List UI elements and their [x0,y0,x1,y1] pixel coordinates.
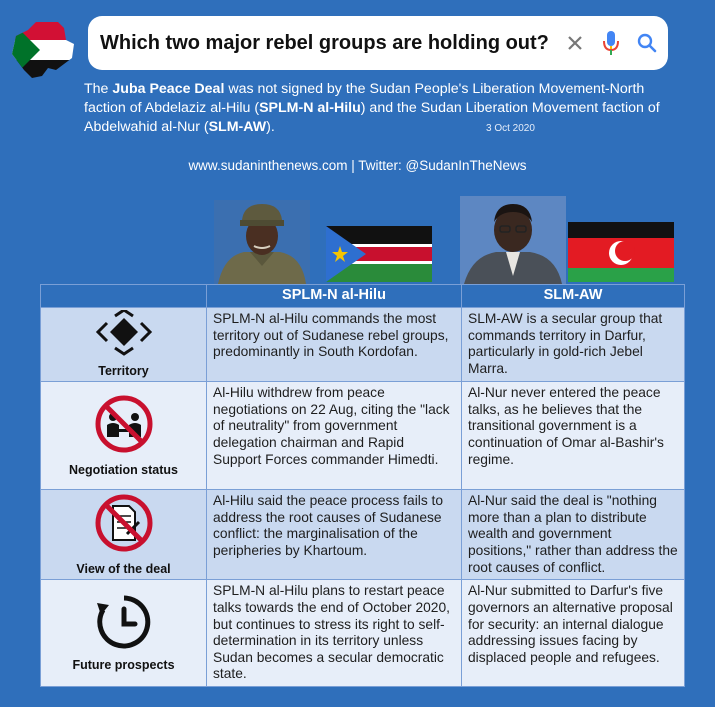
row-label: View of the deal [76,561,171,576]
header-blank [41,285,207,308]
microphone-icon[interactable] [596,28,626,58]
diamond-arrows-icon [95,310,153,356]
table-row [41,308,685,382]
header-splm-n: SPLM-N al-Hilu [207,285,462,308]
no-meeting-icon [93,393,155,455]
row-label: Future prospects [72,658,175,673]
search-icon[interactable] [632,28,662,58]
splm-n-cell: SPLM-N al-Hilu plans to restart peace talks towards the end of October 2020, but continues to stress its right to self-determination in its territory unless Sudan becomes a secular democratic state. [207,580,462,687]
al-hilu-photo [214,200,310,284]
slm-aw-cell: Al-Nur never entered the peace talks, as he believes that the transitional government is a continuation of Omar al-Bashir's regime. [462,382,685,490]
splm-n-cell: Al-Hilu withdrew from peace negotiations on 22 Aug, citing the "lack of neutrality" from government delegation chairman and Rapid Support Forces commander Himedti. [207,382,462,490]
close-icon[interactable] [560,28,590,58]
comparison-table [40,284,685,687]
date-label: 3 Oct 2020 [486,123,535,134]
table-row [41,580,685,687]
table-row [41,382,685,490]
slm-aw-cell: SLM-AW is a secular group that commands territory in Darfur, particularly in gold-rich Jebel Marra. [462,308,685,382]
source-credit: www.sudaninthenews.com | Twitter: @SudanInTheNews [188,158,527,173]
no-document-icon [93,492,155,554]
al-nur-photo [460,196,566,284]
splm-n-flag [326,226,432,282]
clock-icon [95,593,153,651]
row-label: Territory [98,363,149,378]
splm-n-cell: SPLM-N al-Hilu commands the most territory out of Sudanese rebel groups, predominantly in South Kordofan. [207,308,462,382]
search-query[interactable]: Which two major rebel groups are holding out? [100,31,549,54]
row-label: Negotiation status [68,462,179,477]
search-bar[interactable] [88,16,668,70]
slm-aw-flag [568,222,674,282]
slm-aw-cell: Al-Nur said the deal is "nothing more than a plan to distribute wealth and government positions," rather than address the root causes of conflict. [462,490,685,580]
row-label-cell [41,308,207,382]
row-label-cell [41,382,207,490]
header-slm-aw: SLM-AW [462,285,685,308]
intro-paragraph: The Juba Peace Deal was not signed by the Sudan People's Liberation Movement-North faction of Abdelaziz al-Hilu (SPLM-N al-Hilu) and the Sudan Liberation Movement faction of Abdelwahid al-Nur (SLM-AW). [84,81,660,135]
splm-n-cell: Al-Hilu said the peace process fails to address the root causes of Sudanese conflict: the marginalisation of the peripheries by Khartoum. [207,490,462,580]
row-label-cell [41,580,207,687]
sudan-flag-map-icon [8,18,78,82]
slm-aw-cell: Al-Nur submitted to Darfur's five governors an alternative proposal for security: an internal dialogue addressing issues facing by displaced people and refugees. [462,580,685,687]
table-row [41,490,685,580]
row-label-cell [41,490,207,580]
